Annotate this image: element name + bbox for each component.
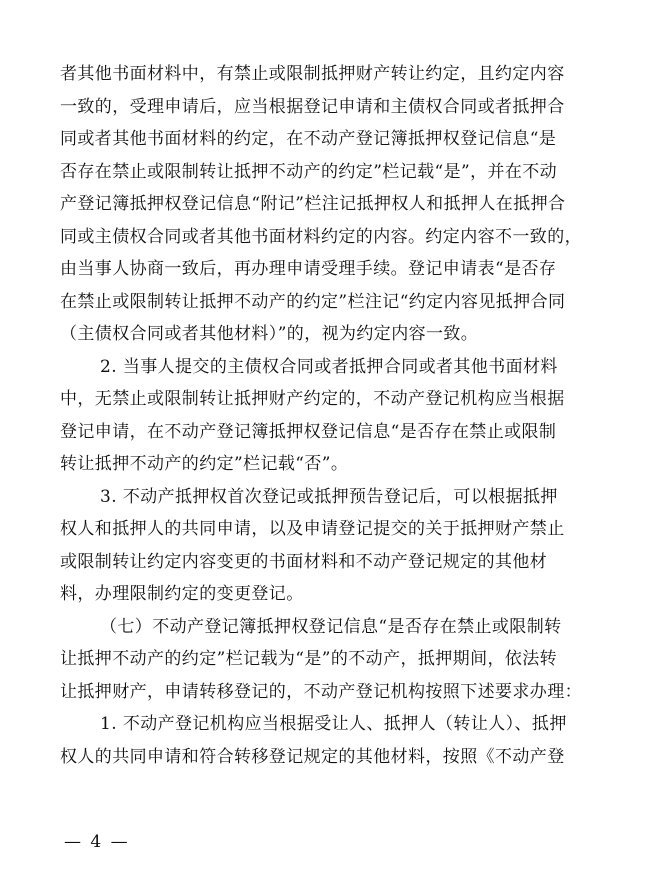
text-line: 产登记簿抵押权登记信息“附记”栏注记抵押权人和抵押人在抵押合 bbox=[60, 194, 566, 214]
text-line: 料，办理限制约定的变更登记。 bbox=[60, 584, 304, 604]
paragraph-start-line: 2. 当事人提交的主债权合同或者抵押合同或者其他书面材料 bbox=[100, 356, 558, 377]
document-body bbox=[60, 58, 608, 773]
text-line: 同或者其他书面材料的约定，在不动产登记簿抵押权登记信息“是 bbox=[60, 129, 557, 149]
paragraph-start-line: 3. 不动产抵押权首次登记或抵押预告登记后，可以根据抵押 bbox=[100, 486, 558, 507]
section-heading-line: （七）不动产登记簿抵押权登记信息“是否存在禁止或限制转 bbox=[100, 616, 562, 637]
text-line: 中，无禁止或限制转让抵押财产约定的，不动产登记机构应当根据 bbox=[60, 389, 565, 409]
text-line: 让抵押财产，申请转移登记的，不动产登记机构按照下述要求办理： bbox=[60, 681, 582, 702]
text-line: （主债权合同或者其他材料）”的，视为约定内容一致。 bbox=[60, 324, 479, 344]
page-number: — 4 — bbox=[64, 832, 130, 852]
text-line: 登记申请，在不动产登记簿抵押权登记信息“是否存在禁止或限制 bbox=[60, 421, 557, 442]
text-line: 让抵押不动产的约定”栏记载为“是”的不动产，抵押期间，依法转 bbox=[60, 649, 558, 669]
text-line: 者其他书面材料中，有禁止或限制抵押财产转让约定，且约定内容 bbox=[60, 64, 565, 84]
text-line: 同或主债权合同或者其他书面材料约定的内容。约定内容不一致的， bbox=[60, 226, 582, 247]
text-line: 否存在禁止或限制转让抵押不动产的约定”栏记载“是”，并在不动 bbox=[60, 161, 558, 182]
text-line: 在禁止或限制转让抵押不动产的约定”栏注记“约定内容见抵押合同 bbox=[60, 291, 566, 312]
text-line: 由当事人协商一致后，再办理申请受理手续。登记申请表“是否存 bbox=[60, 259, 557, 279]
text-line: 权人的共同申请和符合转移登记规定的其他材料，按照《不动产登 bbox=[60, 746, 565, 767]
text-line: 转让抵押不动产的约定”栏记载“否”。 bbox=[60, 454, 349, 474]
text-line: 一致的，受理申请后，应当根据登记申请和主债权合同或者抵押合 bbox=[60, 96, 565, 117]
text-line: 或限制转让约定内容变更的书面材料和不动产登记规定的其他材 bbox=[60, 551, 548, 572]
text-line: 权人和抵押人的共同申请，以及申请登记提交的关于抵押财产禁止 bbox=[60, 519, 565, 539]
paragraph-start-line: 1. 不动产登记机构应当根据受让人、抵押人（转让人）、抵押 bbox=[100, 714, 567, 734]
